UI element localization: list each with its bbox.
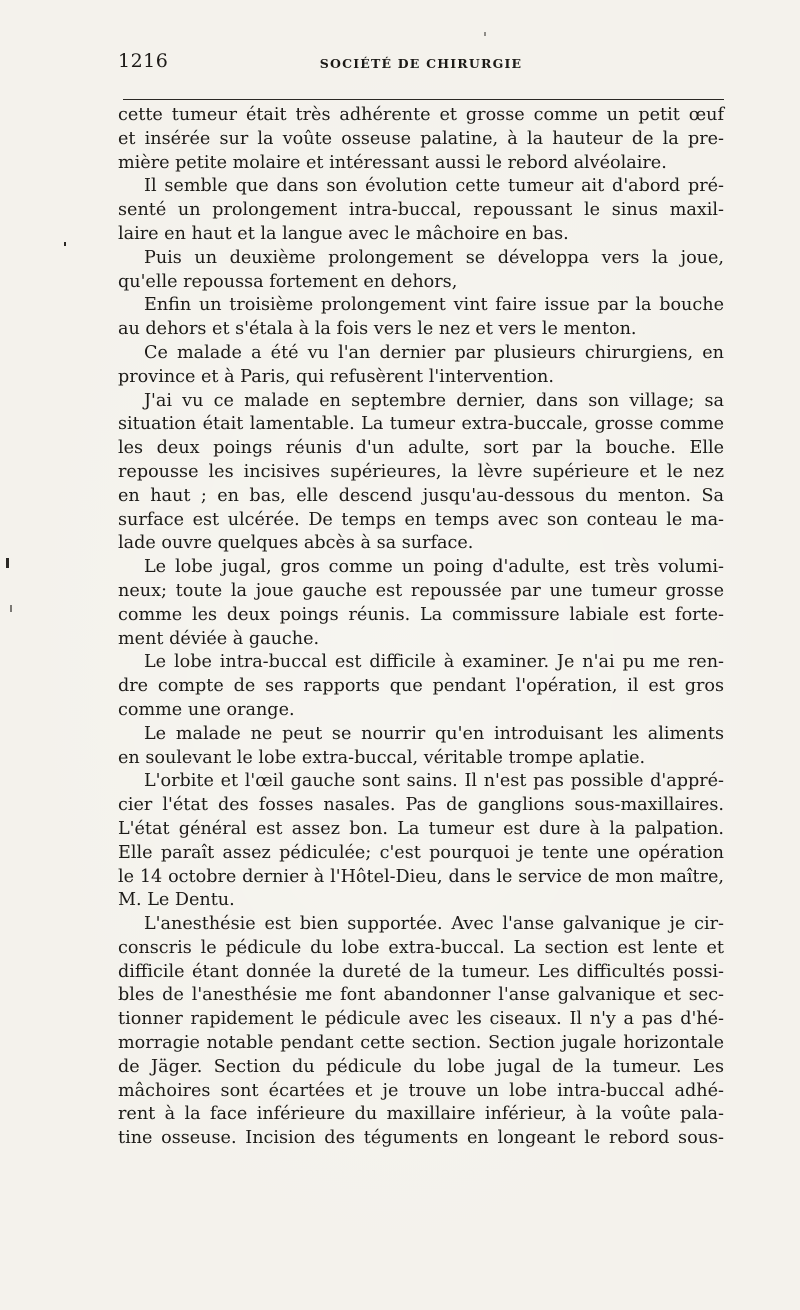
text-line: comme une orange. (118, 699, 295, 720)
margin-mark (10, 605, 12, 612)
text-line: tine osseuse. Incision des téguments en longeant le rebord sous- (118, 1128, 724, 1149)
text-line: dre compte de ses rapports que pendant l'opération, il est gros (118, 676, 724, 697)
text-line: au dehors et s'étala à la fois vers le nez et vers le menton. (118, 319, 637, 340)
text-line: L'orbite et l'œil gauche sont sains. Il n'est pas possible d'appré- (144, 771, 724, 792)
text-line: Elle paraît assez pédiculée; c'est pourquoi je tente une opération (118, 842, 724, 863)
text-line: lade ouvre quelques abcès à sa surface. (118, 533, 474, 554)
margin-mark (64, 242, 66, 246)
text-line: surface est ulcérée. De temps en temps avec son conteau le ma- (118, 509, 724, 530)
text-line: les deux poings réunis d'un adulte, sort par la bouche. Elle (118, 438, 724, 459)
text-line: neux; toute la joue gauche est repoussée par une tumeur grosse (118, 580, 724, 601)
text-line: en haut ; en bas, elle descend jusqu'au-dessous du menton. Sa (118, 485, 724, 506)
text-line: Le malade ne peut se nourrir qu'en introduisant les aliments (144, 723, 724, 744)
text-line: Ce malade a été vu l'an dernier par plusieurs chirurgiens, en (144, 342, 724, 363)
text-line: de Jäger. Section du pédicule du lobe jugal de la tumeur. Les (118, 1056, 724, 1077)
text-line: en soulevant le lobe extra-buccal, véritable trompe aplatie. (118, 747, 646, 768)
text-line: L'anesthésie est bien supportée. Avec l'anse galvanique je cir- (144, 914, 724, 935)
text-line: conscris le pédicule du lobe extra-buccal. La section est lente et (118, 937, 724, 958)
running-title: SOCIÉTÉ DE CHIRURGIE (319, 56, 523, 71)
text-line: J'ai vu ce malade en septembre dernier, dans son village; sa (144, 390, 724, 411)
text-line: ment déviée à gauche. (118, 628, 320, 649)
text-line: Le lobe intra-buccal est difficile à examiner. Je n'ai pu me ren- (144, 652, 724, 673)
text-line: rent à la face inférieure du maxillaire inférieur, à la voûte pala- (118, 1104, 724, 1125)
text-line: Il semble que dans son évolution cette tumeur ait d'abord pré- (144, 176, 724, 197)
text-line: Puis un deuxième prolongement se développa vers la joue, (144, 247, 724, 268)
text-line: L'état général est assez bon. La tumeur est dure à la palpation. (118, 818, 724, 839)
text-line: Enfin un troisième prolongement vint faire issue par la bouche (144, 295, 724, 316)
text-line: situation était lamentable. La tumeur extra-buccale, grosse comme (118, 414, 724, 435)
text-line: et insérée sur la voûte osseuse palatine, à la hauteur de la pre- (118, 128, 724, 149)
margin-mark (6, 558, 9, 568)
text-line: bles de l'anesthésie me font abandonner l'anse galvanique et sec- (118, 985, 724, 1006)
text-line: senté un prolongement intra-buccal, repoussant le sinus maxil- (118, 200, 724, 221)
text-line: morragie notable pendant cette section. Section jugale horizontale (118, 1033, 724, 1054)
text-line: M. Le Dentu. (118, 890, 235, 911)
text-line: comme les deux poings réunis. La commissure labiale est forte- (118, 604, 724, 625)
body-text (118, 104, 724, 1151)
text-line: province et à Paris, qui refusèrent l'intervention. (118, 366, 554, 387)
page-header (118, 50, 724, 80)
text-line: mâchoires sont écartées et je trouve un lobe intra-buccal adhé- (118, 1080, 724, 1101)
text-line: qu'elle repoussa fortement en dehors, (118, 271, 458, 292)
text-line: Le lobe jugal, gros comme un poing d'adulte, est très volumi- (144, 557, 724, 578)
text-line: cette tumeur était très adhérente et grosse comme un petit œuf (118, 105, 724, 125)
text-line: tionner rapidement le pédicule avec les ciseaux. Il n'y a pas d'hé- (118, 1009, 724, 1030)
page-number: 1216 (118, 50, 169, 72)
text-line: le 14 octobre dernier à l'Hôtel-Dieu, dans le service de mon maître, (118, 866, 724, 887)
text-line: repousse les incisives supérieures, la lèvre supérieure et le nez (118, 461, 724, 482)
text-line: mière petite molaire et intéressant aussi le rebord alvéolaire. (118, 152, 667, 173)
text-line: cier l'état des fosses nasales. Pas de ganglions sous-maxillaires. (118, 795, 724, 816)
header-rule (123, 99, 724, 100)
margin-mark (484, 32, 486, 36)
text-line: difficile étant donnée la dureté de la tumeur. Les difficultés possi- (118, 961, 724, 982)
text-line: laire en haut et la langue avec le mâchoire en bas. (118, 223, 569, 244)
